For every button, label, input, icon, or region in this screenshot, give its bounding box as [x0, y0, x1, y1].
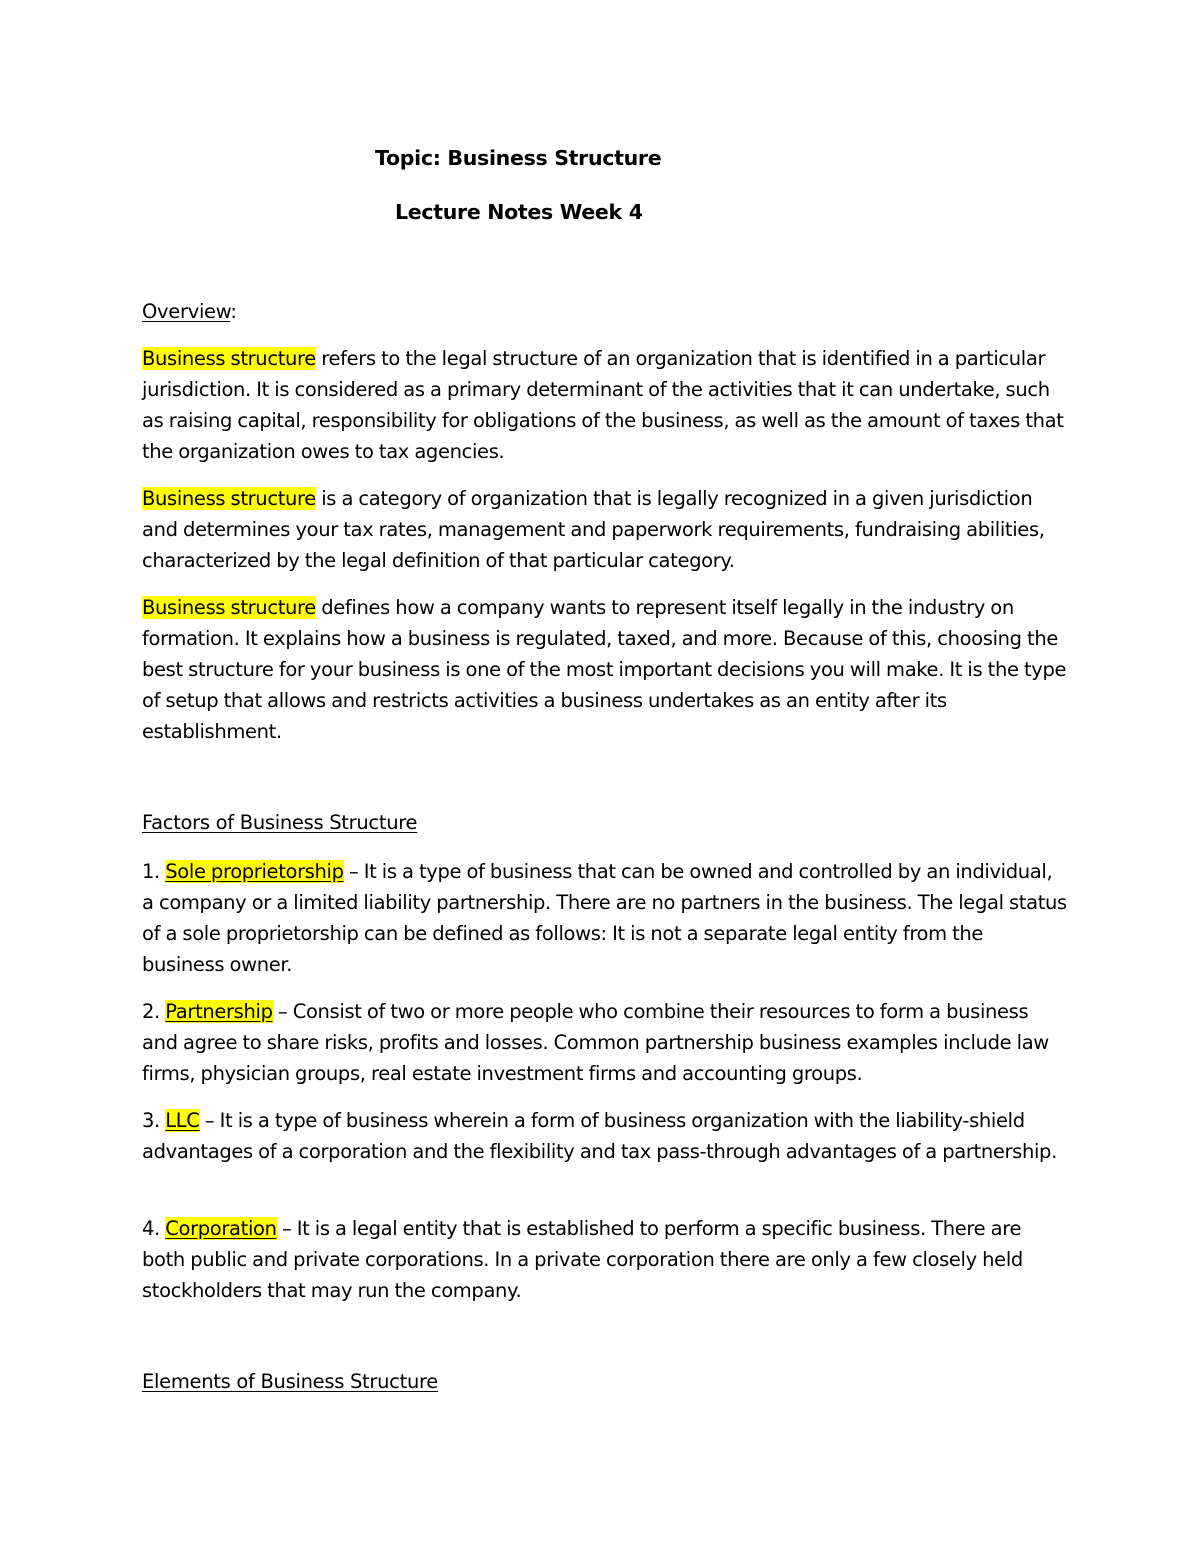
factors-heading-text: Factors of Business Structure	[142, 811, 418, 834]
factor-number: 1.	[142, 860, 166, 883]
overview-heading-colon: :	[230, 300, 237, 323]
overview-paragraph	[142, 483, 1067, 576]
paragraph-text: refers to the legal structure of an organization that is identified in a particular jurisdiction. It is considered as a primary determinant of the activities that it can undertake, such as raising capital, responsibility for obligations of the business, as well as the amount of taxes that the organization owes to tax agencies.	[142, 347, 1064, 463]
highlighted-term: Business structure	[142, 596, 316, 619]
factor-text: – Consist of two or more people who combine their resources to form a business and agree to share risks, profits and losses. Common partnership business examples include law firms, physician groups, real estate investment firms and accounting groups.	[142, 1000, 1049, 1085]
highlighted-term: Business structure	[142, 487, 316, 510]
document-subtitle: Lecture Notes Week 4	[395, 200, 643, 224]
highlighted-term: Business structure	[142, 347, 316, 370]
factor-number: 3.	[142, 1109, 166, 1132]
document-topic-title: Topic: Business Structure	[375, 146, 662, 170]
factor-term: Corporation	[165, 1217, 277, 1240]
factor-number: 2.	[142, 1000, 166, 1023]
paragraph-text: is a category of organization that is legally recognized in a given jurisdiction and determines your tax rates, management and paperwork requirements, fundraising abilities, characterized by the legal definition of that particular category.	[142, 487, 1045, 572]
factor-text: – It is a type of business that can be owned and controlled by an individual, a company or a limited liability partnership. There are no partners in the business. The legal status of a sole proprietorship can be defined as follows: It is not a separate legal entity from the business owner.	[142, 860, 1067, 976]
factor-item	[142, 996, 1067, 1089]
factor-term: Sole proprietorship	[165, 860, 344, 883]
paragraph-text: defines how a company wants to represent itself legally in the industry on formation. It explains how a business is regulated, taxed, and more. Because of this, choosing the best structure for your business is one of the most important decisions you will make. It is the type of setup that allows and restricts activities a business undertakes as an entity after its establishment.	[142, 596, 1067, 743]
factor-item	[142, 1105, 1067, 1167]
elements-heading-text: Elements of Business Structure	[142, 1370, 438, 1393]
factor-term: LLC	[165, 1109, 200, 1132]
factor-text: – It is a type of business wherein a form of business organization with the liability-shield advantages of a corporation and the flexibility and tax pass-through advantages of a partnership.	[142, 1109, 1057, 1163]
overview-paragraph	[142, 592, 1067, 747]
elements-heading	[142, 1370, 438, 1393]
overview-heading-text: Overview	[142, 300, 231, 323]
factor-term: Partnership	[165, 1000, 273, 1023]
factor-text: – It is a legal entity that is established to perform a specific business. There are both public and private corporations. In a private corporation there are only a few closely held stockholders that may run the company.	[142, 1217, 1023, 1302]
factor-item	[142, 1213, 1067, 1306]
overview-heading	[142, 300, 237, 323]
overview-paragraph	[142, 343, 1067, 467]
factor-item	[142, 856, 1067, 980]
factors-heading	[142, 811, 417, 834]
factor-number: 4.	[142, 1217, 166, 1240]
